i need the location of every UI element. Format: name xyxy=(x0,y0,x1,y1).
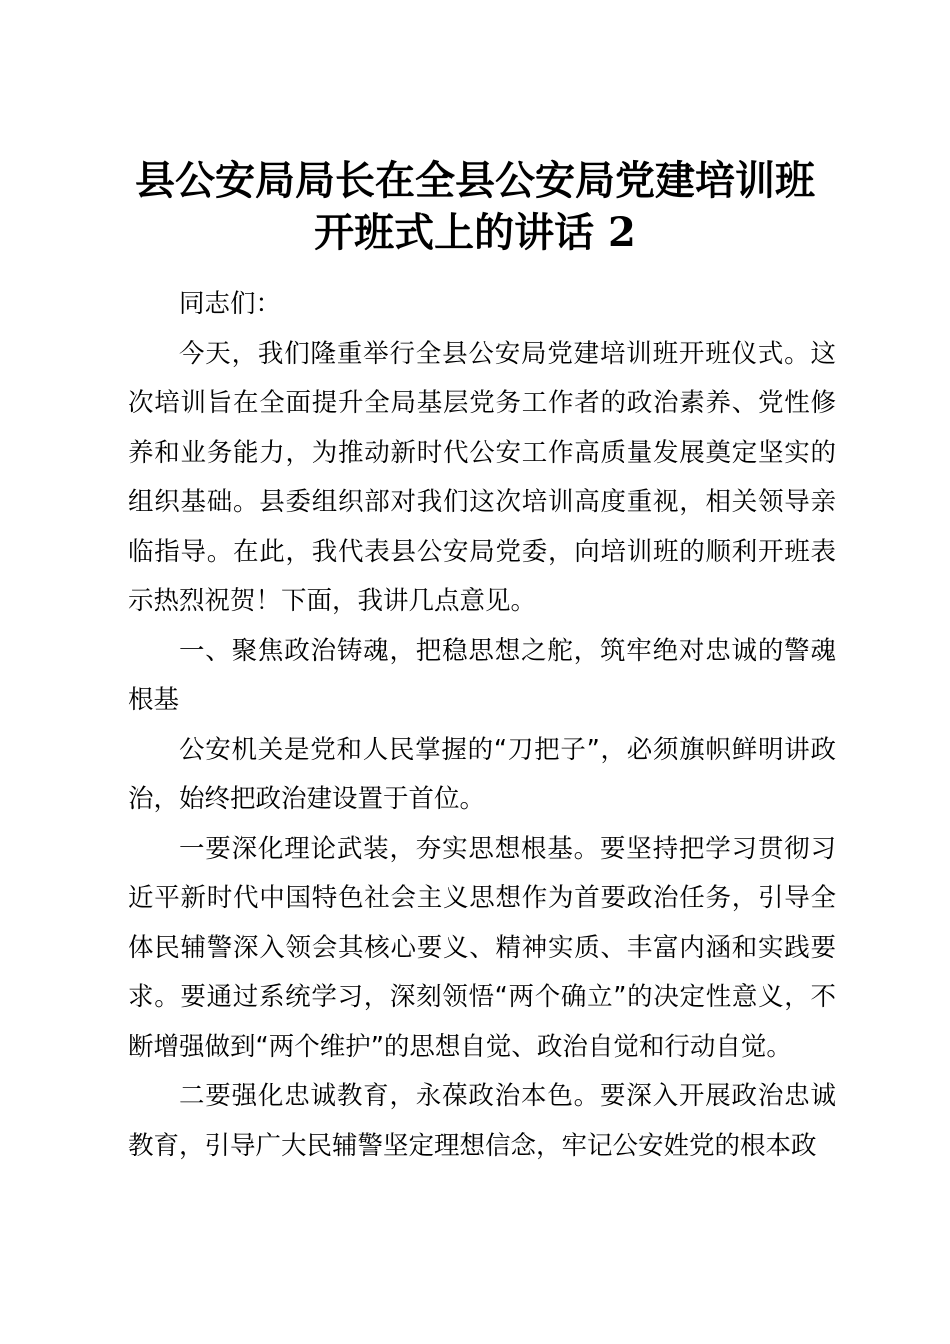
section-heading-1: 一、聚焦政治铸魂，把稳思想之舵，筑牢绝对忠诚的警魂根基 xyxy=(128,635,836,715)
document-body xyxy=(128,280,836,1171)
paragraph-point-2: 二要强化忠诚教育，永葆政治本色。要深入开展政治忠诚教育，引导广大民辅警坚定理想信念，牢记公安姓党的根本政 xyxy=(128,1081,836,1161)
paragraph-point-1: 一要深化理论武装，夯实思想根基。要坚持把学习贯彻习近平新时代中国特色社会主义思想作为首要政治任务，引导全体民辅警深入领会其核心要义、精神实质、丰富内涵和实践要求。要通过系统学习，深刻领悟“两个确立”的决定性意义，不断增强做到“两个维护”的思想自觉、政治自觉和行动自觉。 xyxy=(128,833,836,1062)
document-title-line-1: 县公安局局长在全县公安局党建培训班 xyxy=(135,157,815,204)
paragraph-opening: 今天，我们隆重举行全县公安局党建培训班开班仪式。这次培训旨在全面提升全局基层党务工作者的政治素养、党性修养和业务能力，为推动新时代公安工作高质量发展奠定坚实的组织基础。县委组织部对我们这次培训高度重视，相关领导亲临指导。在此，我代表县公安局党委，向培训班的顺利开班表示热烈祝贺！下面，我讲几点意见。 xyxy=(128,338,836,616)
document-title-line-2: 开班式上的讲话 2 xyxy=(314,209,636,256)
paragraph-section-1-intro: 公安机关是党和人民掌握的“刀把子”，必须旗帜鲜明讲政治，始终把政治建设置于首位。 xyxy=(128,734,836,814)
salutation: 同志们： xyxy=(179,289,282,319)
